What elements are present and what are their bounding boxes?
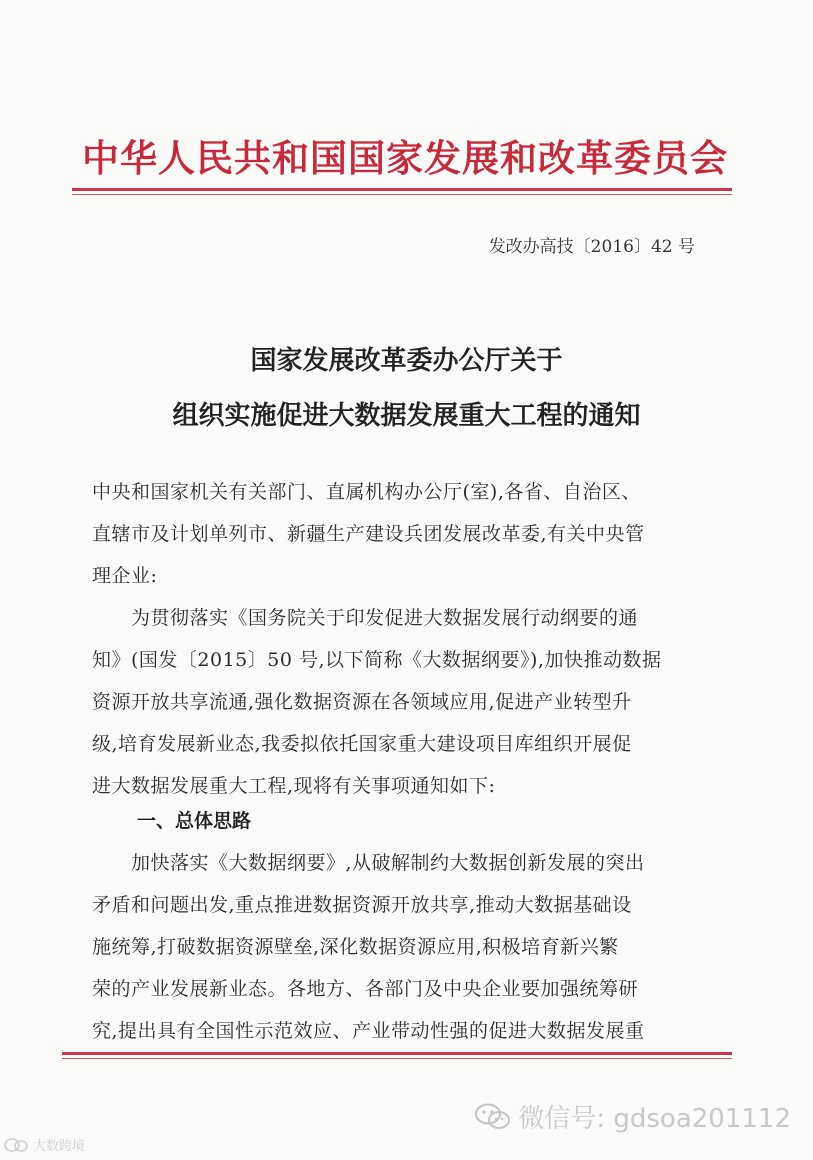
body-line: 中央和国家机关有关部门、直属机构办公厅(室),各省、自治区、	[92, 481, 641, 503]
section-line: 荣的产业发展新业态。各地方、各部门及中央企业要加强统筹研	[92, 978, 639, 1000]
body-line: 进大数据发展重大工程,现将有关事项通知如下:	[92, 775, 496, 797]
wechat-watermark	[474, 1098, 791, 1135]
body-line: 为贯彻落实《国务院关于印发促进大数据发展行动纲要的通	[92, 607, 639, 629]
body-line: 知》(国发〔2015〕50 号,以下简称《大数据纲要》),加快推动数据	[92, 649, 662, 671]
body-line: 资源开放共享流通,强化数据资源在各领域应用,促进产业转型升	[92, 691, 632, 713]
header-red-rule	[72, 188, 732, 191]
wechat-icon	[474, 1102, 512, 1132]
section-line: 究,提出具有全国性示范效应、产业带动性强的促进大数据发展重	[92, 1020, 645, 1042]
corner-logo	[4, 1135, 85, 1154]
section-heading: 一、总体思路	[137, 810, 252, 832]
section-line: 矛盾和问题出发,重点推进数据资源开放共享,推动大数据基础设	[92, 894, 632, 916]
watermark-text: 微信号: gdsoa201112	[518, 1104, 791, 1134]
body-line: 理企业:	[92, 565, 158, 587]
body-line: 级,培育发展新业态,我委拟依托国家重大建设项目库组织开展促	[92, 733, 632, 755]
header-red-rule-thin	[72, 194, 732, 195]
chat-bubbles-icon	[4, 1137, 30, 1153]
document-title-line-2: 组织实施促进大数据发展重大工程的通知	[172, 401, 641, 431]
document-number: 发改办高技〔2016〕42 号	[488, 237, 695, 257]
footer-red-rule	[62, 1052, 732, 1055]
issuing-agency-header: 中华人民共和国国家发展和改革委员会	[82, 136, 728, 180]
section-line: 加快落实《大数据纲要》,从破解制约大数据创新发展的突出	[92, 852, 645, 874]
body-line: 直辖市及计划单列市、新疆生产建设兵团发展改革委,有关中央管	[92, 523, 645, 545]
section-line: 施统筹,打破数据资源壁垒,深化数据资源应用,积极培育新兴繁	[92, 936, 619, 958]
footer-red-rule-thin	[62, 1058, 732, 1059]
corner-logo-label: 大数跨境	[33, 1139, 86, 1154]
document-title-line-1: 国家发展改革委办公厅关于	[250, 346, 563, 376]
